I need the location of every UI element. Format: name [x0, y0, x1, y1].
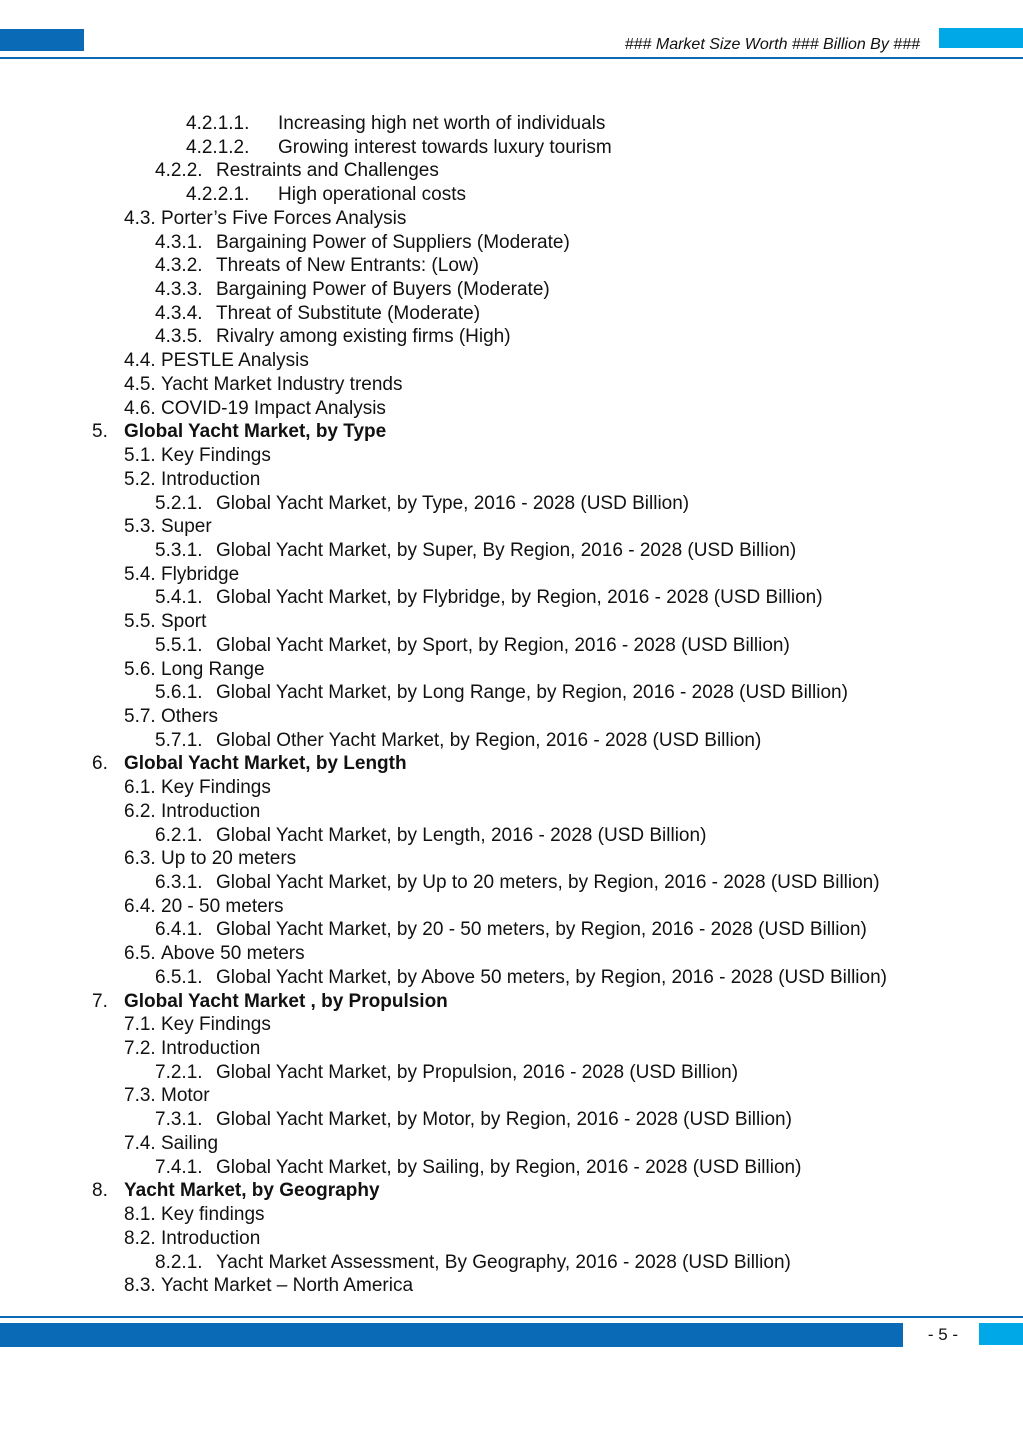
toc-entry-title: Long Range	[161, 658, 265, 680]
toc-entry-number: 5.6.1.	[155, 682, 203, 704]
toc-entry-number: 4.5.	[124, 373, 156, 395]
toc-entry-number: 5.2.1.	[155, 492, 203, 514]
toc-entry-title: Porter’s Five Forces Analysis	[161, 207, 407, 229]
toc-entry-number: 4.2.1.1.	[186, 113, 250, 134]
toc-entry-title: Growing interest towards luxury tourism	[278, 136, 612, 158]
toc-entry[interactable]	[0, 397, 1023, 421]
toc-entry[interactable]	[0, 1108, 1023, 1132]
toc-entry-title: Super	[161, 516, 212, 538]
toc-entry[interactable]	[0, 1061, 1023, 1085]
toc-entry-title: Increasing high net worth of individuals	[278, 113, 606, 134]
toc-entry-number: 7.4.1.	[155, 1156, 203, 1178]
toc-entry[interactable]	[0, 207, 1023, 231]
toc-entry-title: Introduction	[161, 468, 261, 490]
toc-entry-title: Bargaining Power of Buyers (Moderate)	[216, 279, 550, 301]
toc-entry[interactable]	[0, 752, 1023, 776]
toc-entry[interactable]	[0, 254, 1023, 278]
toc-entry-number: 7.2.1.	[155, 1061, 203, 1083]
toc-entry-number: 4.2.2.	[155, 160, 203, 182]
toc-entry-title: 20 - 50 meters	[161, 895, 284, 917]
toc-entry[interactable]	[0, 183, 1023, 207]
toc-entry-title: Threat of Substitute (Moderate)	[216, 302, 481, 324]
toc-entry-number: 5.4.	[124, 563, 156, 585]
toc-entry-title: Key Findings	[161, 777, 271, 799]
toc-entry[interactable]	[0, 1037, 1023, 1061]
toc-entry-title: Global Yacht Market, by Up to 20 meters, by Region, 2016 - 2028 (USD Billion)	[216, 872, 880, 893]
toc-entry[interactable]	[0, 800, 1023, 824]
toc-entry-number: 7.	[92, 990, 108, 1012]
toc-entry-number: 4.2.2.1.	[186, 184, 250, 206]
toc-entry[interactable]	[0, 1156, 1023, 1180]
toc-entry-number: 5.6.	[124, 658, 156, 680]
toc-entry-number: 5.	[92, 421, 108, 443]
toc-entry-number: 5.1.	[124, 445, 156, 467]
toc-entry-number: 4.3.3.	[155, 279, 203, 301]
toc-entry[interactable]	[0, 159, 1023, 183]
toc-entry-title: Others	[161, 705, 219, 727]
toc-entry-title: Key findings	[161, 1204, 265, 1226]
toc-entry-title: Global Yacht Market, by Propulsion, 2016 - 2028 (USD Billion)	[216, 1061, 739, 1083]
toc-entry-title: Introduction	[161, 1227, 261, 1249]
toc-entry[interactable]	[0, 112, 1023, 136]
toc-entry[interactable]	[0, 1013, 1023, 1037]
toc-entry-title: Global Other Yacht Market, by Region, 2016 - 2028 (USD Billion)	[216, 729, 762, 751]
toc-entry[interactable]	[0, 373, 1023, 397]
toc-entry-title: Introduction	[161, 1038, 261, 1060]
toc-entry-title: Global Yacht Market, by Sport, by Region, 2016 - 2028 (USD Billion)	[216, 634, 790, 656]
toc-entry[interactable]	[0, 1227, 1023, 1251]
toc-entry-title: Rivalry among existing firms (High)	[216, 326, 511, 348]
toc-entry-number: 7.1.	[124, 1014, 156, 1036]
toc-entry-title: Above 50 meters	[161, 943, 305, 965]
toc-entry[interactable]	[0, 563, 1023, 587]
toc-entry[interactable]	[0, 515, 1023, 539]
toc-entry[interactable]	[0, 349, 1023, 373]
toc-entry-number: 6.1.	[124, 777, 156, 799]
toc-entry-title: Global Yacht Market, by Type, 2016 - 2028 (USD Billion)	[216, 492, 690, 514]
toc-entry-title: Key Findings	[161, 445, 271, 467]
toc-entry[interactable]	[0, 586, 1023, 610]
toc-entry-title: PESTLE Analysis	[161, 350, 309, 372]
toc-entry-title: Global Yacht Market, by Long Range, by Region, 2016 - 2028 (USD Billion)	[216, 682, 848, 704]
toc-entry-number: 6.3.	[124, 848, 156, 870]
toc-entry[interactable]	[0, 1179, 1023, 1203]
toc-entry-title: Sport	[161, 611, 207, 633]
header-accent-bar-right	[939, 28, 1023, 48]
toc-entry[interactable]	[0, 847, 1023, 871]
toc-entry[interactable]	[0, 420, 1023, 444]
toc-entry-title: Threats of New Entrants: (Low)	[216, 255, 479, 277]
toc-entry-number: 4.3.	[124, 207, 156, 229]
toc-entry-number: 5.3.1.	[155, 539, 203, 561]
toc-entry-number: 4.3.1.	[155, 231, 203, 253]
toc-entry-number: 5.7.1.	[155, 729, 203, 751]
toc-entry-number: 6.4.1.	[155, 919, 203, 941]
toc-entry-number: 6.2.1.	[155, 824, 203, 846]
toc-entry-title: Sailing	[161, 1132, 219, 1154]
toc-entry-number: 8.2.	[124, 1227, 156, 1249]
toc-entry-title: Bargaining Power of Suppliers (Moderate)	[216, 231, 570, 253]
toc-entry[interactable]	[0, 231, 1023, 255]
toc-entry[interactable]	[0, 1132, 1023, 1156]
toc-entry-number: 5.2.	[124, 468, 156, 490]
toc-entry-number: 7.4.	[124, 1132, 156, 1154]
toc-entry-number: 8.1.	[124, 1204, 156, 1226]
toc-entry-title: Yacht Market Industry trends	[161, 373, 403, 395]
toc-entry-number: 4.6.	[124, 397, 156, 419]
toc-entry[interactable]	[0, 278, 1023, 302]
toc-entry-title: Global Yacht Market, by Flybridge, by Region, 2016 - 2028 (USD Billion)	[216, 587, 823, 609]
toc-entry[interactable]	[0, 871, 1023, 895]
toc-entry-title: Global Yacht Market, by Super, By Region, 2016 - 2028 (USD Billion)	[216, 539, 797, 561]
toc-entry-number: 7.3.	[124, 1085, 156, 1107]
table-of-contents	[0, 112, 1023, 1298]
toc-entry-number: 6.4.	[124, 895, 156, 917]
toc-entry-title: High operational costs	[278, 184, 466, 206]
toc-entry-number: 5.3.	[124, 516, 156, 538]
toc-entry[interactable]	[0, 325, 1023, 349]
toc-entry[interactable]	[0, 1251, 1023, 1275]
header-accent-bar-left	[0, 29, 84, 51]
toc-entry-number: 4.3.2.	[155, 255, 203, 277]
header-rule	[0, 57, 1023, 59]
toc-entry-number: 5.5.	[124, 611, 156, 633]
toc-entry-number: 4.3.5.	[155, 326, 203, 348]
header-title: ### Market Size Worth ### Billion By ###	[624, 36, 920, 53]
toc-entry-number: 4.3.4.	[155, 302, 203, 324]
toc-entry-number: 4.2.1.2.	[186, 136, 250, 158]
toc-entry-title: Motor	[161, 1085, 210, 1107]
toc-entry-title: COVID-19 Impact Analysis	[161, 397, 386, 419]
toc-entry-number: 6.3.1.	[155, 872, 203, 893]
toc-entry-title: Global Yacht Market, by Length	[124, 753, 407, 775]
toc-entry-number: 8.3.	[124, 1275, 156, 1297]
toc-entry-title: Up to 20 meters	[161, 848, 297, 870]
toc-entry-title: Global Yacht Market, by Type	[124, 421, 387, 443]
toc-entry[interactable]	[0, 658, 1023, 682]
toc-entry[interactable]	[0, 136, 1023, 160]
toc-entry[interactable]	[0, 444, 1023, 468]
toc-entry-title: Yacht Market Assessment, By Geography, 2016 - 2028 (USD Billion)	[216, 1251, 791, 1273]
toc-entry-title: Global Yacht Market , by Propulsion	[124, 990, 448, 1012]
toc-entry-title: Yacht Market – North America	[161, 1275, 414, 1297]
toc-entry[interactable]	[0, 634, 1023, 658]
toc-entry[interactable]	[0, 302, 1023, 326]
toc-entry-number: 7.3.1.	[155, 1109, 203, 1131]
toc-entry-number: 8.	[92, 1180, 108, 1202]
toc-entry-title: Key Findings	[161, 1014, 271, 1036]
toc-entry[interactable]	[0, 610, 1023, 634]
toc-entry[interactable]	[0, 729, 1023, 753]
toc-entry-title: Global Yacht Market, by Length, 2016 - 2028 (USD Billion)	[216, 824, 707, 846]
toc-entry-number: 5.5.1.	[155, 634, 203, 656]
toc-entry[interactable]	[0, 990, 1023, 1014]
toc-entry-title: Flybridge	[161, 563, 240, 585]
toc-entry[interactable]	[0, 468, 1023, 492]
toc-entry-number: 8.2.1.	[155, 1251, 203, 1273]
toc-entry[interactable]	[0, 681, 1023, 705]
page-number: - 5 -	[927, 1325, 959, 1344]
toc-entry-number: 6.	[92, 753, 108, 775]
toc-entry[interactable]	[0, 1203, 1023, 1227]
toc-entry-number: 6.5.1.	[155, 966, 203, 988]
toc-entry[interactable]	[0, 1084, 1023, 1108]
toc-entry-title: Restraints and Challenges	[216, 160, 439, 182]
toc-entry[interactable]	[0, 895, 1023, 919]
toc-entry[interactable]	[0, 942, 1023, 966]
toc-entry-title: Global Yacht Market, by 20 - 50 meters, by Region, 2016 - 2028 (USD Billion)	[216, 919, 867, 941]
toc-entry[interactable]	[0, 492, 1023, 516]
toc-entry[interactable]	[0, 776, 1023, 800]
toc-entry-title: Introduction	[161, 800, 261, 822]
toc-entry-number: 6.2.	[124, 800, 156, 822]
toc-entry-number: 5.7.	[124, 705, 156, 727]
toc-entry-number: 6.5.	[124, 943, 156, 965]
toc-entry[interactable]	[0, 705, 1023, 729]
toc-entry[interactable]	[0, 539, 1023, 563]
footer-rule	[0, 1316, 1023, 1318]
toc-entry-title: Global Yacht Market, by Above 50 meters, by Region, 2016 - 2028 (USD Billion)	[216, 966, 887, 988]
toc-entry-title: Yacht Market, by Geography	[124, 1180, 380, 1202]
toc-entry-title: Global Yacht Market, by Sailing, by Region, 2016 - 2028 (USD Billion)	[216, 1156, 802, 1178]
toc-entry[interactable]	[0, 918, 1023, 942]
toc-entry-number: 4.4.	[124, 350, 156, 372]
toc-entry-number: 7.2.	[124, 1038, 156, 1060]
footer-accent-bar	[0, 1323, 903, 1347]
toc-entry[interactable]	[0, 824, 1023, 848]
toc-entry-title: Global Yacht Market, by Motor, by Region, 2016 - 2028 (USD Billion)	[216, 1109, 792, 1131]
footer-accent-bar-right	[979, 1323, 1023, 1345]
toc-entry[interactable]	[0, 966, 1023, 990]
toc-entry[interactable]	[0, 1274, 1023, 1298]
toc-entry-number: 5.4.1.	[155, 587, 203, 609]
